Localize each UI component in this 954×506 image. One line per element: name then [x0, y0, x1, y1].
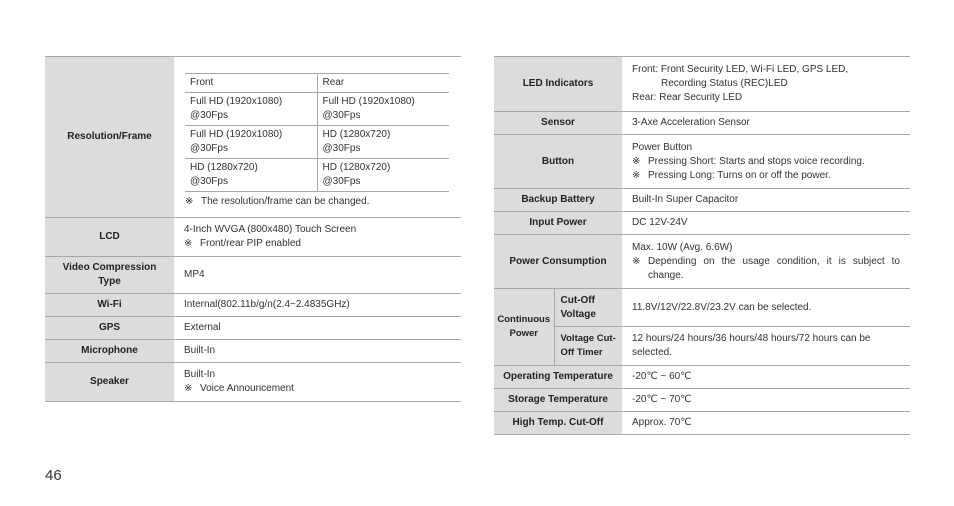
note-mark-icon: ※ — [632, 155, 641, 167]
input-power-label: Input Power — [494, 212, 622, 235]
speaker-value: Built-In — [184, 369, 216, 380]
backup-battery-label: Backup Battery — [494, 189, 622, 212]
button-row — [494, 135, 910, 189]
video-compression-label: Video Compression Type — [45, 257, 174, 294]
left-spec-table — [45, 56, 461, 402]
resolution-row — [45, 57, 461, 218]
lcd-value: 4-Inch WVGA (800x480) Touch Screen — [184, 224, 357, 235]
storage-temperature-label: Storage Temperature — [494, 389, 622, 412]
wifi-value: Internal(802.11b/g/n(2.4~2.4835GHz) — [174, 294, 461, 317]
led-label: LED Indicators — [494, 57, 622, 112]
lcd-label: LCD — [45, 218, 174, 257]
microphone-label: Microphone — [45, 340, 174, 363]
resolution-option: HD (1280x720) @30Fps HD (1280x720) @30Fps — [185, 158, 449, 191]
led-rear: Rear: Rear Security LED — [632, 92, 743, 103]
voltage-cutoff-timer-label: Voltage Cut- Off Timer — [554, 327, 622, 366]
power-consumption-label: Power Consumption — [494, 235, 622, 289]
cutoff-voltage-value: 11.8V/12V/22.8V/23.2V can be selected. — [622, 289, 910, 327]
video-compression-row — [45, 257, 461, 294]
sensor-value: 3-Axe Acceleration Sensor — [622, 112, 910, 135]
resolution-header-rear: Rear — [317, 73, 449, 92]
led-row — [494, 57, 910, 112]
microphone-row — [45, 340, 461, 363]
lcd-note: ※ Front/rear PIP enabled — [184, 238, 301, 249]
sensor-row — [494, 112, 910, 135]
backup-battery-row — [494, 189, 910, 212]
gps-value: External — [174, 317, 461, 340]
speaker-label: Speaker — [45, 363, 174, 402]
operating-temperature-value: -20℃ ~ 60℃ — [622, 366, 910, 389]
cutoff-voltage-label: Cut-Off Voltage — [554, 289, 622, 327]
operating-temperature-row — [494, 366, 910, 389]
note-mark-icon: ※ — [184, 238, 193, 249]
note-mark-icon: ※ — [632, 255, 641, 267]
high-temp-cutoff-label: High Temp. Cut-Off — [494, 412, 622, 435]
gps-row — [45, 317, 461, 340]
note-mark-icon: ※ — [185, 195, 194, 207]
video-compression-value: MP4 — [174, 257, 461, 294]
lcd-row — [45, 218, 461, 257]
high-temp-cutoff-row — [494, 412, 910, 435]
button-value: Power Button — [632, 141, 693, 153]
continuous-power-label: Continuous Power — [494, 289, 554, 366]
operating-temperature-label: Operating Temperature — [494, 366, 622, 389]
power-consumption-row — [494, 235, 910, 289]
power-consumption-value: Max. 10W (Avg. 6.6W) — [632, 241, 733, 253]
resolution-note: ※ The resolution/frame can be changed. — [185, 195, 370, 207]
storage-temperature-row — [494, 389, 910, 412]
input-power-row — [494, 212, 910, 235]
led-rec: Recording Status (REC)LED — [661, 78, 788, 89]
button-label: Button — [494, 135, 622, 189]
input-power-value: DC 12V-24V — [622, 212, 910, 235]
right-spec-table — [494, 56, 910, 435]
power-consumption-note: ※ Depending on the usage condition, it is subject to change. — [632, 255, 900, 281]
storage-temperature-value: -20℃ ~ 70℃ — [622, 389, 910, 412]
wifi-label: Wi-Fi — [45, 294, 174, 317]
cutoff-voltage-row — [494, 289, 910, 327]
resolution-subtable — [185, 73, 449, 192]
microphone-value: Built-In — [174, 340, 461, 363]
led-front: Front: Front Security LED, Wi-Fi LED, GPS LED, — [632, 64, 849, 75]
high-temp-cutoff-value: Approx. 70℃ — [622, 412, 910, 435]
wifi-row — [45, 294, 461, 317]
button-note-short: ※ Pressing Short: Starts and stops voice recording. — [632, 155, 865, 167]
voltage-cutoff-timer-value: 12 hours/24 hours/36 hours/48 hours/72 hours can be selected. — [622, 327, 910, 366]
resolution-header-front: Front — [185, 73, 317, 92]
resolution-label: Resolution/Frame — [45, 57, 174, 218]
sensor-label: Sensor — [494, 112, 622, 135]
note-mark-icon: ※ — [184, 383, 193, 394]
gps-label: GPS — [45, 317, 174, 340]
resolution-option: Full HD (1920x1080) @30Fps Full HD (1920x1080) @30Fps — [185, 92, 449, 125]
voltage-cutoff-timer-row — [494, 327, 910, 366]
resolution-option: Full HD (1920x1080) @30Fps HD (1280x720) @30Fps — [185, 125, 449, 158]
speaker-row — [45, 363, 461, 402]
backup-battery-value: Built-In Super Capacitor — [622, 189, 910, 212]
note-mark-icon: ※ — [632, 169, 641, 181]
speaker-note: ※ Voice Announcement — [184, 383, 294, 394]
page-number: 46 — [45, 467, 62, 484]
button-note-long: ※ Pressing Long: Turns on or off the power. — [632, 169, 831, 181]
